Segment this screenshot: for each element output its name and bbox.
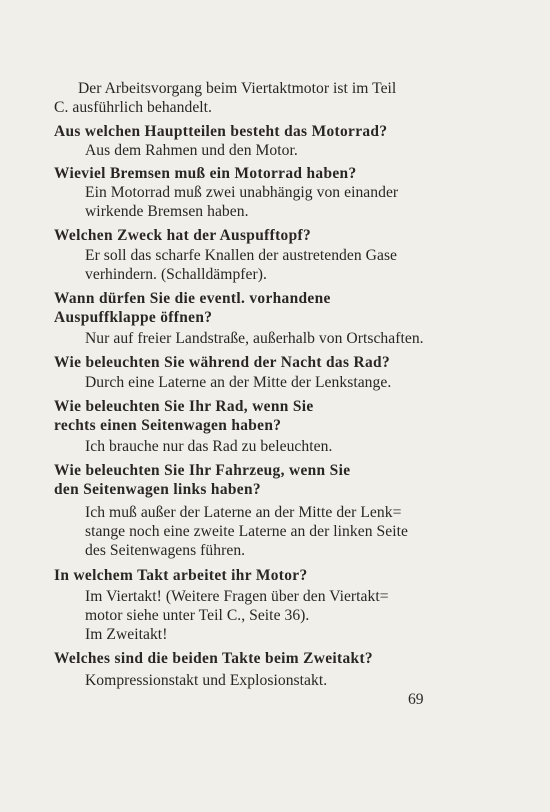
answer-line: Ich muß außer der Laterne an der Mitte der Lenk= xyxy=(85,504,402,521)
intro-line: Der Arbeitsvorgang beim Viertaktmotor ist im Teil xyxy=(78,80,397,97)
page-number: 69 xyxy=(408,691,424,708)
answer-line: wirkende Bremsen haben. xyxy=(85,203,249,220)
answer-line: Im Zweitakt! xyxy=(85,626,168,643)
answer-line: motor siehe unter Teil C., Seite 36). xyxy=(85,607,310,624)
answer-line: Ein Motorrad muß zwei unabhängig von einander xyxy=(85,184,399,201)
question-line: Wieviel Bremsen muß ein Motorrad haben? xyxy=(54,165,357,182)
intro-line: C. ausführlich behandelt. xyxy=(54,99,213,116)
question-line: In welchem Takt arbeitet ihr Motor? xyxy=(54,567,308,584)
answer-line: Er soll das scharfe Knallen der austretenden Gase xyxy=(85,247,398,264)
answer-line: verhindern. (Schalldämpfer). xyxy=(85,266,267,283)
answer-line: Aus dem Rahmen und den Motor. xyxy=(85,142,298,159)
question-line: Wie beleuchten Sie Ihr Rad, wenn Sie xyxy=(54,398,314,415)
answer-line: Im Viertakt! (Weitere Fragen über den Viertakt= xyxy=(85,588,389,605)
question-line: Wann dürfen Sie die eventl. vorhandene xyxy=(54,290,331,307)
answer-line: Ich brauche nur das Rad zu beleuchten. xyxy=(85,438,333,455)
question-line: Welchen Zweck hat der Auspufftopf? xyxy=(54,227,312,244)
answer-line: stange noch eine zweite Laterne an der linken Seite xyxy=(85,523,408,540)
question-line: Wie beleuchten Sie Ihr Fahrzeug, wenn Sie xyxy=(54,462,351,479)
answer-line: Durch eine Laterne an der Mitte der Lenkstange. xyxy=(85,374,392,391)
question-line: Welches sind die beiden Takte beim Zweitakt? xyxy=(54,650,373,667)
question-line: rechts einen Seitenwagen haben? xyxy=(54,417,282,434)
question-line: Wie beleuchten Sie während der Nacht das Rad? xyxy=(54,354,390,371)
answer-line: Nur auf freier Landstraße, außerhalb von Ortschaften. xyxy=(85,330,424,347)
question-line: Auspuffklappe öffnen? xyxy=(54,309,213,326)
answer-line: des Seitenwagens führen. xyxy=(85,542,246,559)
question-line: den Seitenwagen links haben? xyxy=(54,481,261,498)
question-line: Aus welchen Hauptteilen besteht das Motorrad? xyxy=(54,123,388,140)
answer-line: Kompressionstakt und Explosionstakt. xyxy=(85,672,328,689)
